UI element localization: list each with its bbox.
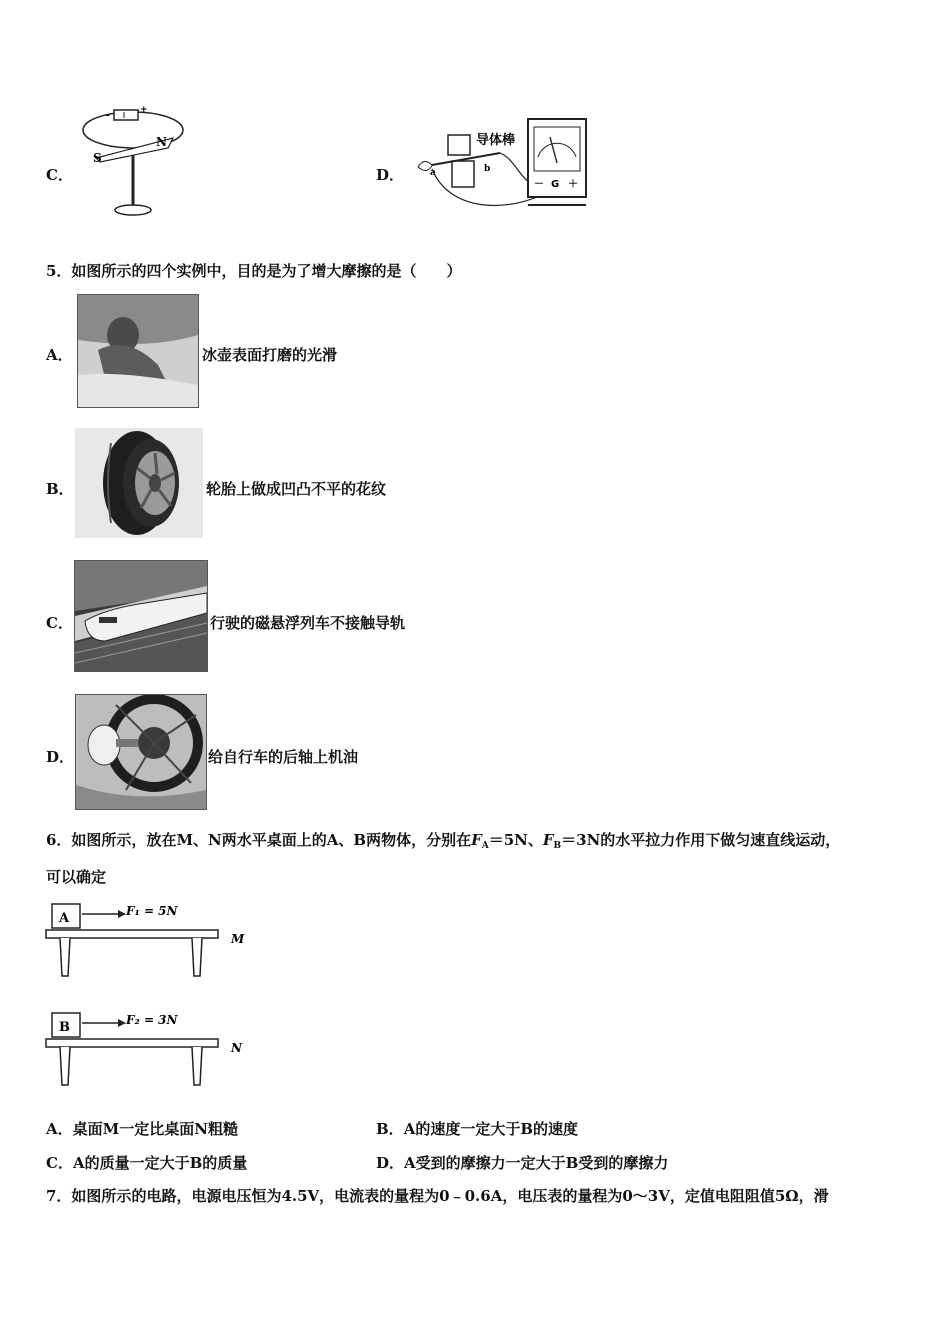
q6-option-c-text: A的质量一定大于B的质量: [72, 1154, 248, 1172]
force-symbol-a: F: [471, 831, 482, 849]
q6-figure-table-n: [44, 1007, 254, 1089]
rod-end-b: b: [484, 164, 491, 174]
q6-option-b-label: B．: [376, 1120, 404, 1138]
force-subscript-a: A: [481, 841, 489, 851]
q5-stem: 5．如图所示的四个实例中，目的是为了增大摩擦的是（ ）: [46, 262, 462, 280]
force-value-a: ＝5N、: [488, 831, 543, 849]
table-n-label: N: [231, 1041, 242, 1055]
q5-option-c-label: C．: [46, 614, 73, 632]
q6-stem-part1: 6．如图所示，放在M、N两水平桌面上的A、B两物体，分别在: [46, 831, 472, 849]
battery-minus-sign: -: [106, 111, 110, 121]
tire-photo: [75, 428, 203, 538]
curling-photo: [77, 294, 199, 408]
q6-option-c-label: C．: [46, 1154, 73, 1172]
q6-option-a-label: A．: [46, 1120, 73, 1138]
table-m-label: M: [231, 932, 245, 946]
q5-option-a-label: A．: [46, 346, 73, 364]
q5-option-d-text: 给自行车的后轴上机油: [208, 748, 359, 766]
meter-g-terminal: G: [551, 179, 560, 190]
pole-s-label: S: [93, 151, 102, 165]
q4-option-d-figure: [410, 113, 592, 223]
meter-minus-terminal: －: [534, 179, 544, 190]
q6-option-b: [376, 1118, 578, 1139]
q6-option-d-text: A受到的摩擦力一定大于B受到的摩擦力: [404, 1154, 669, 1172]
q5-option-a-text: 冰壶表面打磨的光滑: [202, 346, 338, 364]
force-f1-label: F₁ = 5N: [126, 904, 178, 918]
q6-stem-line1: [46, 830, 840, 853]
force-subscript-b: B: [553, 841, 562, 851]
battery-plus-sign: +: [140, 105, 148, 115]
block-a-label: A: [59, 911, 70, 926]
q5-option-b-text: 轮胎上做成凹凸不平的花纹: [206, 480, 387, 498]
q6-option-a-text: 桌面M一定比桌面N粗糙: [72, 1120, 238, 1138]
force-symbol-b: F: [542, 831, 554, 849]
maglev-train-photo: [74, 560, 208, 672]
q4-option-c-figure: [78, 100, 188, 222]
q5-option-c-text: 行驶的磁悬浮列车不接触导轨: [210, 614, 406, 632]
q4-option-d-label: D．: [376, 166, 405, 184]
q7-stem: 7．如图所示的电路，电源电压恒为4.5V，电流表的量程为0﹣0.6A，电压表的量程为0～3V，定值电阻阻值5Ω，滑: [46, 1187, 829, 1205]
q6-stem-line2: 可以确定: [46, 868, 107, 886]
meter-plus-terminal: ＋: [568, 179, 578, 190]
q5-option-b-label: B．: [46, 480, 74, 498]
q6-option-d: [376, 1152, 668, 1173]
force-f2-label: F₂ = 3N: [126, 1013, 178, 1027]
q5-option-d-label: D．: [46, 748, 75, 766]
force-value-b: ＝3N的水平拉力作用下做匀速直线运动，: [561, 831, 841, 849]
q6-figure-table-m: [44, 898, 254, 980]
q6-option-a: [46, 1118, 238, 1139]
pole-n-label: N: [156, 135, 167, 149]
q4-option-c-label: C．: [46, 166, 73, 184]
rod-end-a: a: [430, 168, 436, 178]
q6-option-b-text: A的速度一定大于B的速度: [403, 1120, 579, 1138]
q6-option-c: [46, 1152, 247, 1173]
block-b-label: B: [59, 1020, 70, 1035]
conductor-rod-label: 导体棒: [476, 133, 516, 148]
bicycle-oil-photo: [75, 694, 207, 810]
q6-option-d-label: D．: [376, 1154, 405, 1172]
